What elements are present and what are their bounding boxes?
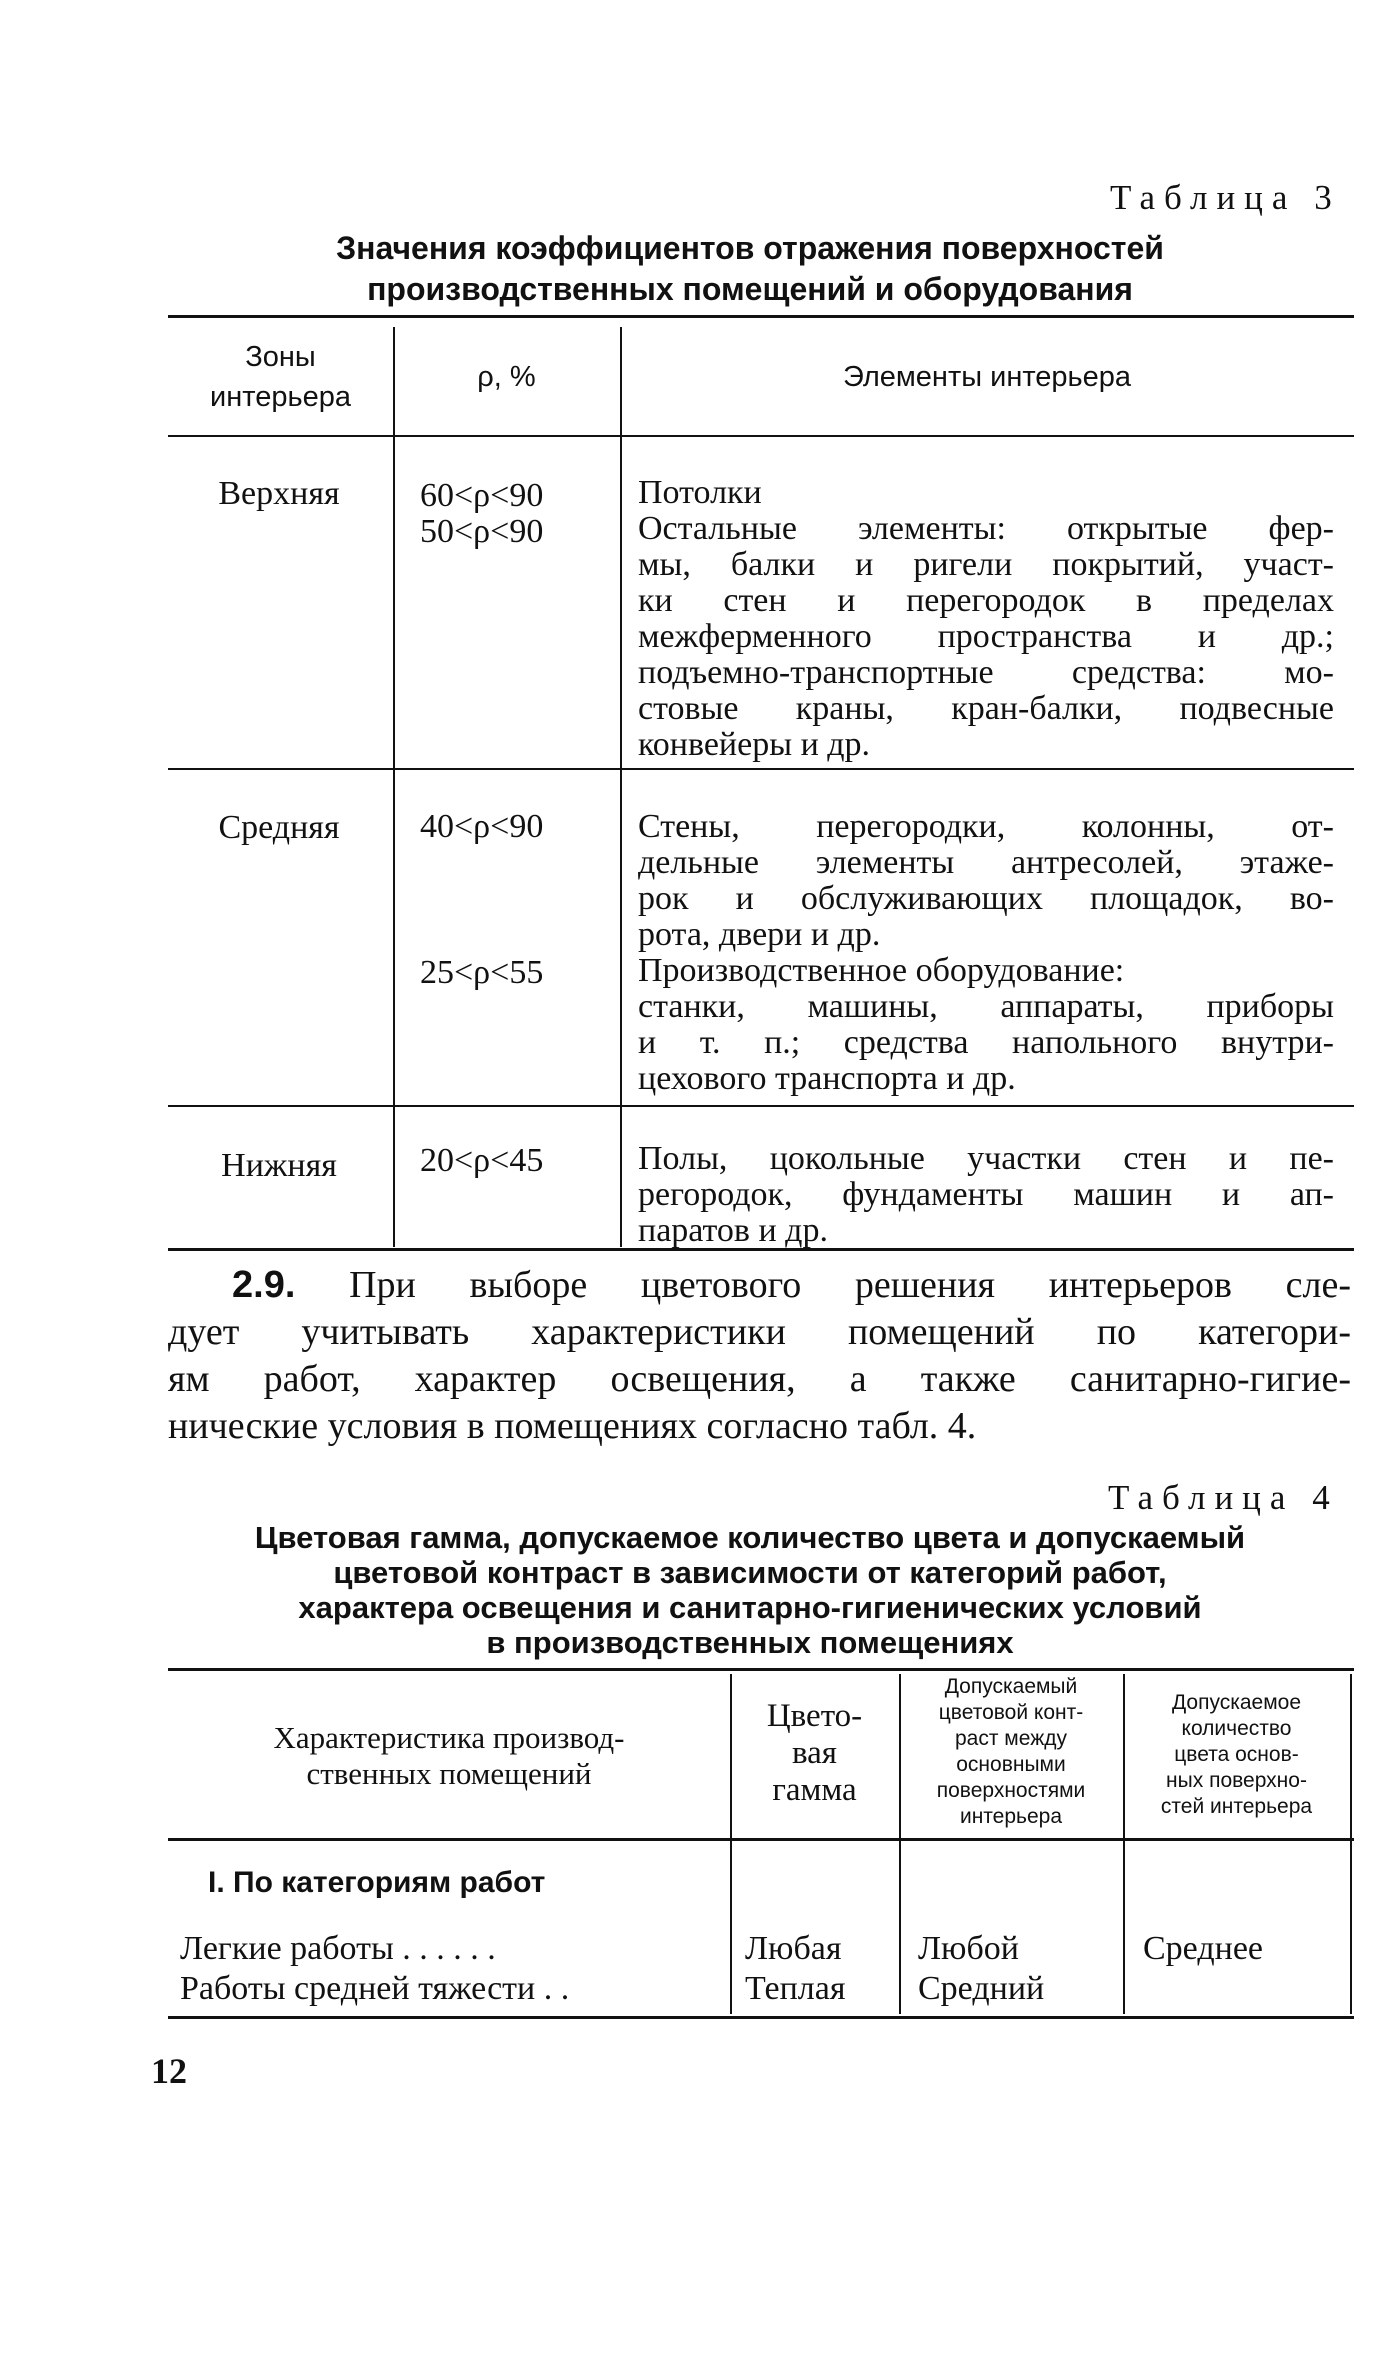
table3-caption: Таблица 3 <box>1110 178 1341 217</box>
text-line: Потолки <box>638 474 762 511</box>
text-line: мы, балки и ригели покрытий, участ- <box>638 546 1334 583</box>
header-zone-line: Зоны <box>245 341 316 373</box>
text-line: конвейеры и др. <box>638 726 871 763</box>
elements-upper <box>638 475 1334 763</box>
table4-title-line: Цветовая гамма, допускаемое количество цвета и допускаемый <box>254 1520 1246 1555</box>
paragraph-line: ям работ, характер освещения, а также санитарно-гигие- <box>168 1358 1351 1400</box>
header-rho: ρ, % <box>477 361 536 393</box>
header-line: Допускаемый <box>944 1675 1078 1698</box>
paragraph-text: При выборе цветового решения интерьеров сле- <box>349 1264 1351 1306</box>
row-medium-gamut: Теплая <box>745 1970 846 2007</box>
header-zone-line: интерьера <box>210 381 351 413</box>
paragraph-line <box>168 1262 1351 1309</box>
row-light-amount: Среднее <box>1143 1930 1263 1967</box>
table4 <box>168 1668 1354 2028</box>
text-line: и т. п.; средства напольного внутри- <box>638 1024 1334 1061</box>
header-line: цвета основ- <box>1174 1743 1299 1766</box>
header-zone <box>168 337 393 417</box>
header-elements: Элементы интерьера <box>842 361 1132 393</box>
text-line: Остальные элементы: открытые фер- <box>638 510 1334 547</box>
text-line: паратов и др. <box>638 1212 828 1249</box>
table4-title-line: характера освещения и санитарно-гигиенических условий <box>298 1590 1202 1625</box>
row-medium-contrast: Средний <box>918 1970 1045 2007</box>
text-line: регородок, фундаменты машин и ап- <box>638 1176 1334 1213</box>
table3 <box>168 315 1354 1253</box>
header-line: цветовой конт- <box>938 1701 1084 1724</box>
rho-middle-1: 40<ρ<90 <box>420 808 544 845</box>
header-line: вая <box>792 1735 837 1771</box>
header-contrast <box>899 1674 1123 1830</box>
row-medium-char: Работы средней тяжести . . <box>180 1970 570 2007</box>
paragraph-line: нические условия в помещениях согласно табл. 4. <box>168 1405 977 1447</box>
text-line: ки стен и перегородок в пределах <box>638 582 1334 619</box>
zone-middle: Средняя <box>218 809 340 846</box>
rho-value: 60<ρ<90 <box>420 477 544 514</box>
table4-caption: Таблица 4 <box>1108 1478 1339 1517</box>
text-line: Стены, перегородки, колонны, от- <box>638 808 1334 845</box>
section-heading: I. По категориям работ <box>208 1866 546 1899</box>
header-line: основными <box>956 1753 1066 1776</box>
table3-title-line: Значения коэффициентов отражения поверхностей <box>336 230 1164 266</box>
header-characteristic <box>168 1720 730 1792</box>
header-line: Цвето- <box>766 1698 863 1734</box>
paragraph-number: 2.9. <box>232 1264 296 1306</box>
row-light-char: Легкие работы . . . . . . <box>180 1930 496 1967</box>
rho-upper <box>420 478 570 550</box>
paragraph-line: дует учитывать характеристики помещений по категори- <box>168 1311 1351 1353</box>
header-line: поверхностями <box>936 1779 1086 1802</box>
text-line: Производственное оборудование: <box>638 952 1125 989</box>
header-amount <box>1123 1690 1350 1820</box>
table4-title <box>150 1520 1350 1660</box>
text-line: стовые краны, кран-балки, подвесные <box>638 690 1334 727</box>
header-line: интерьера <box>959 1805 1063 1828</box>
elements-middle <box>638 809 1334 1097</box>
rho-lower: 20<ρ<45 <box>420 1142 544 1179</box>
text-line: рок и обслуживающих площадок, во- <box>638 880 1334 917</box>
text-line: подъемно-транспортные средства: мо- <box>638 654 1334 691</box>
text-line: дельные элементы антресолей, этаже- <box>638 844 1334 881</box>
zone-upper: Верхняя <box>218 475 340 512</box>
table3-title <box>150 228 1350 310</box>
header-line: Допускаемое <box>1171 1691 1302 1714</box>
header-line: ных поверхно- <box>1166 1769 1307 1792</box>
text-line: межферменного пространства и др.; <box>638 618 1334 655</box>
table3-title-line: производственных помещений и оборудования <box>367 271 1133 307</box>
text-line: Полы, цокольные участки стен и пе- <box>638 1140 1334 1177</box>
page-number: 12 <box>151 2051 187 2091</box>
row-light-contrast: Любой <box>918 1930 1019 1967</box>
header-line: гамма <box>772 1772 857 1808</box>
header-line: количество <box>1181 1717 1292 1740</box>
header-line: раст между <box>955 1727 1067 1750</box>
text-line: станки, машины, аппараты, приборы <box>638 988 1334 1025</box>
header-line: ственных помещений <box>306 1756 592 1791</box>
rho-value: 50<ρ<90 <box>420 513 544 550</box>
table4-title-line: в производственных помещениях <box>486 1625 1014 1660</box>
header-line: Характеристика производ- <box>273 1720 625 1755</box>
text-line: рота, двери и др. <box>638 916 881 953</box>
elements-lower <box>638 1141 1334 1249</box>
zone-lower: Нижняя <box>221 1147 337 1184</box>
rho-middle-2: 25<ρ<55 <box>420 954 544 991</box>
text-line: цехового транспорта и др. <box>638 1060 1016 1097</box>
table4-title-line: цветовой контраст в зависимости от категорий работ, <box>333 1555 1167 1590</box>
row-light-gamut: Любая <box>745 1930 842 1967</box>
header-gamut <box>730 1698 899 1809</box>
paragraph-2-9 <box>168 1262 1351 1450</box>
header-line: стей интерьера <box>1160 1795 1313 1818</box>
